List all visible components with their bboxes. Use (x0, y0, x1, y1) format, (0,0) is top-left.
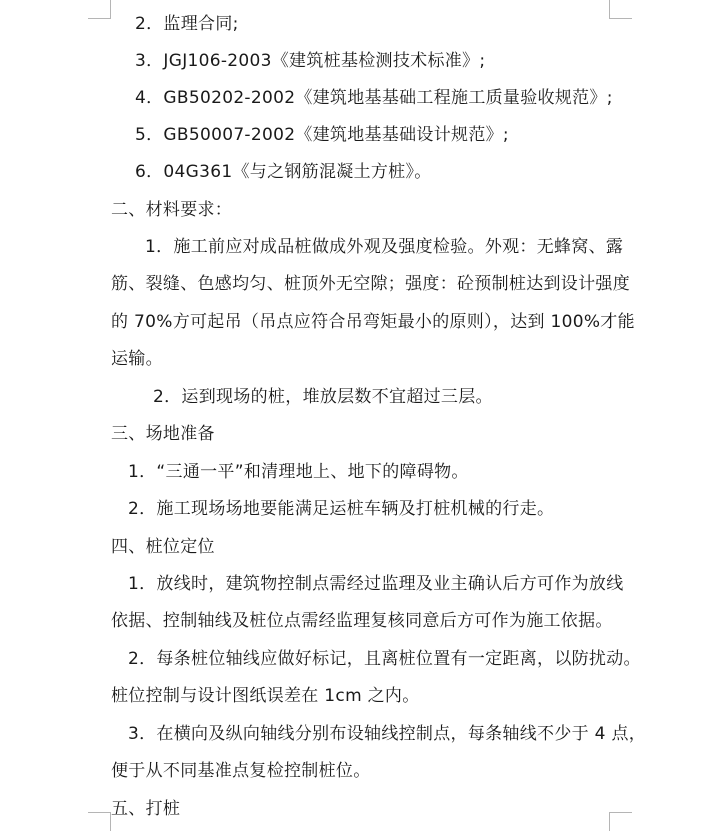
paragraph-line: 1．“三通一平”和清理地上、地下的障碍物。 (128, 462, 469, 482)
paragraph-line: 2．施工现场场地要能满足运桩车辆及打桩机械的行走。 (128, 499, 555, 519)
reference-item-6: 6．04G361《与之钢筋混凝土方桩》。 (135, 162, 432, 182)
section-heading-materials: 二、材料要求： (111, 200, 233, 220)
crop-mark-bottom-right (609, 812, 632, 831)
crop-mark-top-right (609, 0, 632, 19)
paragraph-line: 2．运到现场的桩，堆放层数不宜超过三层。 (153, 387, 493, 407)
paragraph-line: 桩位控制与设计图纸误差在 1cm 之内。 (111, 686, 420, 706)
section-heading-piling: 五、打桩 (111, 799, 181, 819)
reference-item-5: 5．GB50007-2002《建筑地基基础设计规范》; (135, 125, 509, 145)
reference-item-3: 3．JGJ106-2003《建筑桩基检测技术标准》; (135, 51, 486, 71)
section-heading-site-prep: 三、场地准备 (111, 424, 215, 444)
reference-item-4: 4．GB50202-2002《建筑地基基础工程施工质量验收规范》; (135, 88, 613, 108)
paragraph-line: 1．施工前应对成品桩做成外观及强度检验。外观：无蜂窝、露 (145, 237, 624, 257)
section-heading-pile-positioning: 四、桩位定位 (111, 537, 215, 557)
crop-mark-top-left (88, 0, 111, 19)
paragraph-line: 3．在横向及纵向轴线分别布设轴线控制点，每条轴线不少于 4 点， (128, 724, 647, 744)
paragraph-line: 运输。 (111, 349, 163, 369)
paragraph-line: 依据、控制轴线及桩位点需经监理复核同意后方可作为施工依据。 (111, 611, 613, 631)
paragraph-line: 2．每条桩位轴线应做好标记，且离桩位置有一定距离，以防扰动。 (128, 649, 641, 669)
reference-item-2: 2．监理合同; (135, 14, 239, 34)
paragraph-line: 1．放线时，建筑物控制点需经过监理及业主确认后方可作为放线 (128, 574, 624, 594)
paragraph-line: 的 70%方可起吊（吊点应符合吊弯矩最小的原则），达到 100%才能 (111, 312, 635, 332)
crop-mark-bottom-left (88, 812, 111, 831)
paragraph-line: 筋、裂缝、色感均匀、桩顶外无空隙；强度：砼预制桩达到设计强度 (111, 274, 630, 294)
paragraph-line: 便于从不同基准点复检控制桩位。 (111, 761, 371, 781)
